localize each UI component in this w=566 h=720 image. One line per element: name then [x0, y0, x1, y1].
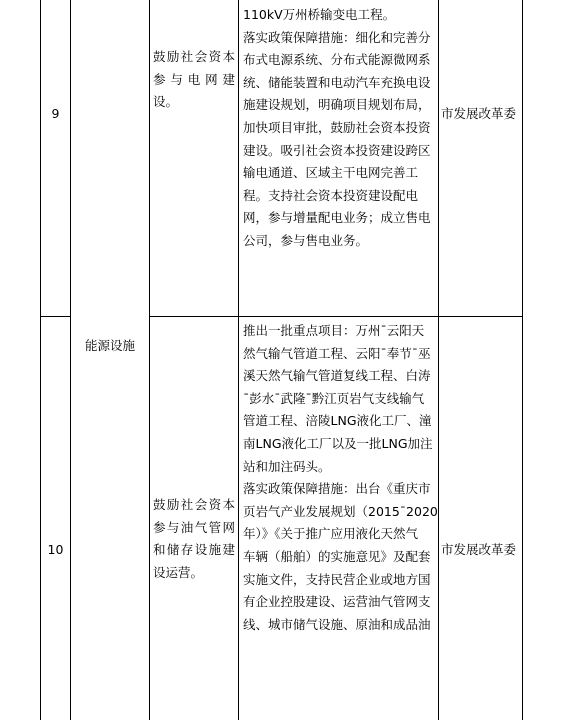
row-10-dept: 市发展改革委 — [441, 542, 517, 557]
content-line: 线、城市储气设施、原油和成品油 — [243, 616, 431, 632]
table-divider-content — [438, 0, 439, 720]
row-10-measure — [153, 494, 235, 584]
content-line: 施建设规划，明确项目规划布局， — [243, 97, 431, 113]
content-line: 然气输气管道工程、云阳¯奉节¯巫 — [243, 345, 431, 361]
content-line: 年）》《关于推广应用液化天然气 — [243, 526, 419, 542]
row-separator-seq — [40, 316, 71, 317]
content-line: 推出一批重点项目：万州¯云阳天 — [243, 323, 425, 338]
measure-line: 鼓励社会资本 — [153, 49, 235, 64]
row-9-seq: 9 — [51, 106, 60, 121]
content-line: 实施文件，支持民营企业或地方国 — [243, 571, 431, 587]
content-line: 落实政策保障措施：细化和完善分 — [243, 29, 431, 45]
content-line: 页岩气产业发展规划（2015¯2020 — [243, 503, 438, 519]
row-separator-rest — [149, 316, 523, 317]
content-line: 车辆（船舶）的实施意见》及配套 — [243, 548, 431, 564]
row-9-content — [243, 4, 437, 253]
row-10-content — [243, 320, 437, 636]
row-9-dept: 市发展改革委 — [441, 106, 517, 121]
content-line: 统、储能装置和电动汽车充换电设 — [243, 74, 431, 90]
content-line: 输电通道、区域主干电网完善工 — [243, 165, 419, 181]
content-line: 公司，参与售电业务。 — [243, 232, 369, 248]
content-line: 站和加注码头。 — [243, 458, 331, 474]
content-line: 有企业控股建设、运营油气管网支 — [243, 594, 431, 610]
content-line: 管道工程、涪陵LNG液化工厂、潼 — [243, 413, 432, 429]
row-10-seq: 10 — [47, 542, 64, 557]
content-line: 110kV万州桥输变电工程。 — [243, 7, 396, 22]
measure-line: 和储存设施建 — [153, 542, 235, 558]
content-line: 程。支持社会资本投资建设配电 — [243, 187, 419, 203]
table-divider-measure — [238, 0, 239, 720]
category-label: 能源设施 — [85, 338, 136, 353]
content-line: 南LNG液化工厂以及一批LNG加注 — [243, 435, 433, 451]
measure-line: 参与电网建 — [153, 71, 235, 87]
content-line: ¯彭水¯武隆¯黔江页岩气支线输气 — [243, 390, 425, 406]
table-divider-category — [149, 0, 150, 720]
measure-line: 参与油气管网 — [153, 519, 235, 535]
content-line: 布式电源系统、分布式能源微网系 — [243, 52, 431, 68]
content-line: 建设。吸引社会资本投资建设跨区 — [243, 142, 431, 158]
measure-line: 设。 — [153, 94, 179, 110]
measure-line: 鼓励社会资本 — [153, 497, 235, 512]
table-border-right — [522, 0, 523, 720]
measure-line: 设运营。 — [153, 564, 204, 580]
content-line: 加快项目审批，鼓励社会资本投资 — [243, 119, 431, 135]
content-line: 溪天然气输气管道复线工程、白涛 — [243, 368, 431, 384]
row-9-measure — [153, 46, 235, 114]
content-line: 网，参与增量配电业务；成立售电 — [243, 210, 431, 226]
content-line: 落实政策保障措施：出台《重庆市 — [243, 481, 431, 497]
